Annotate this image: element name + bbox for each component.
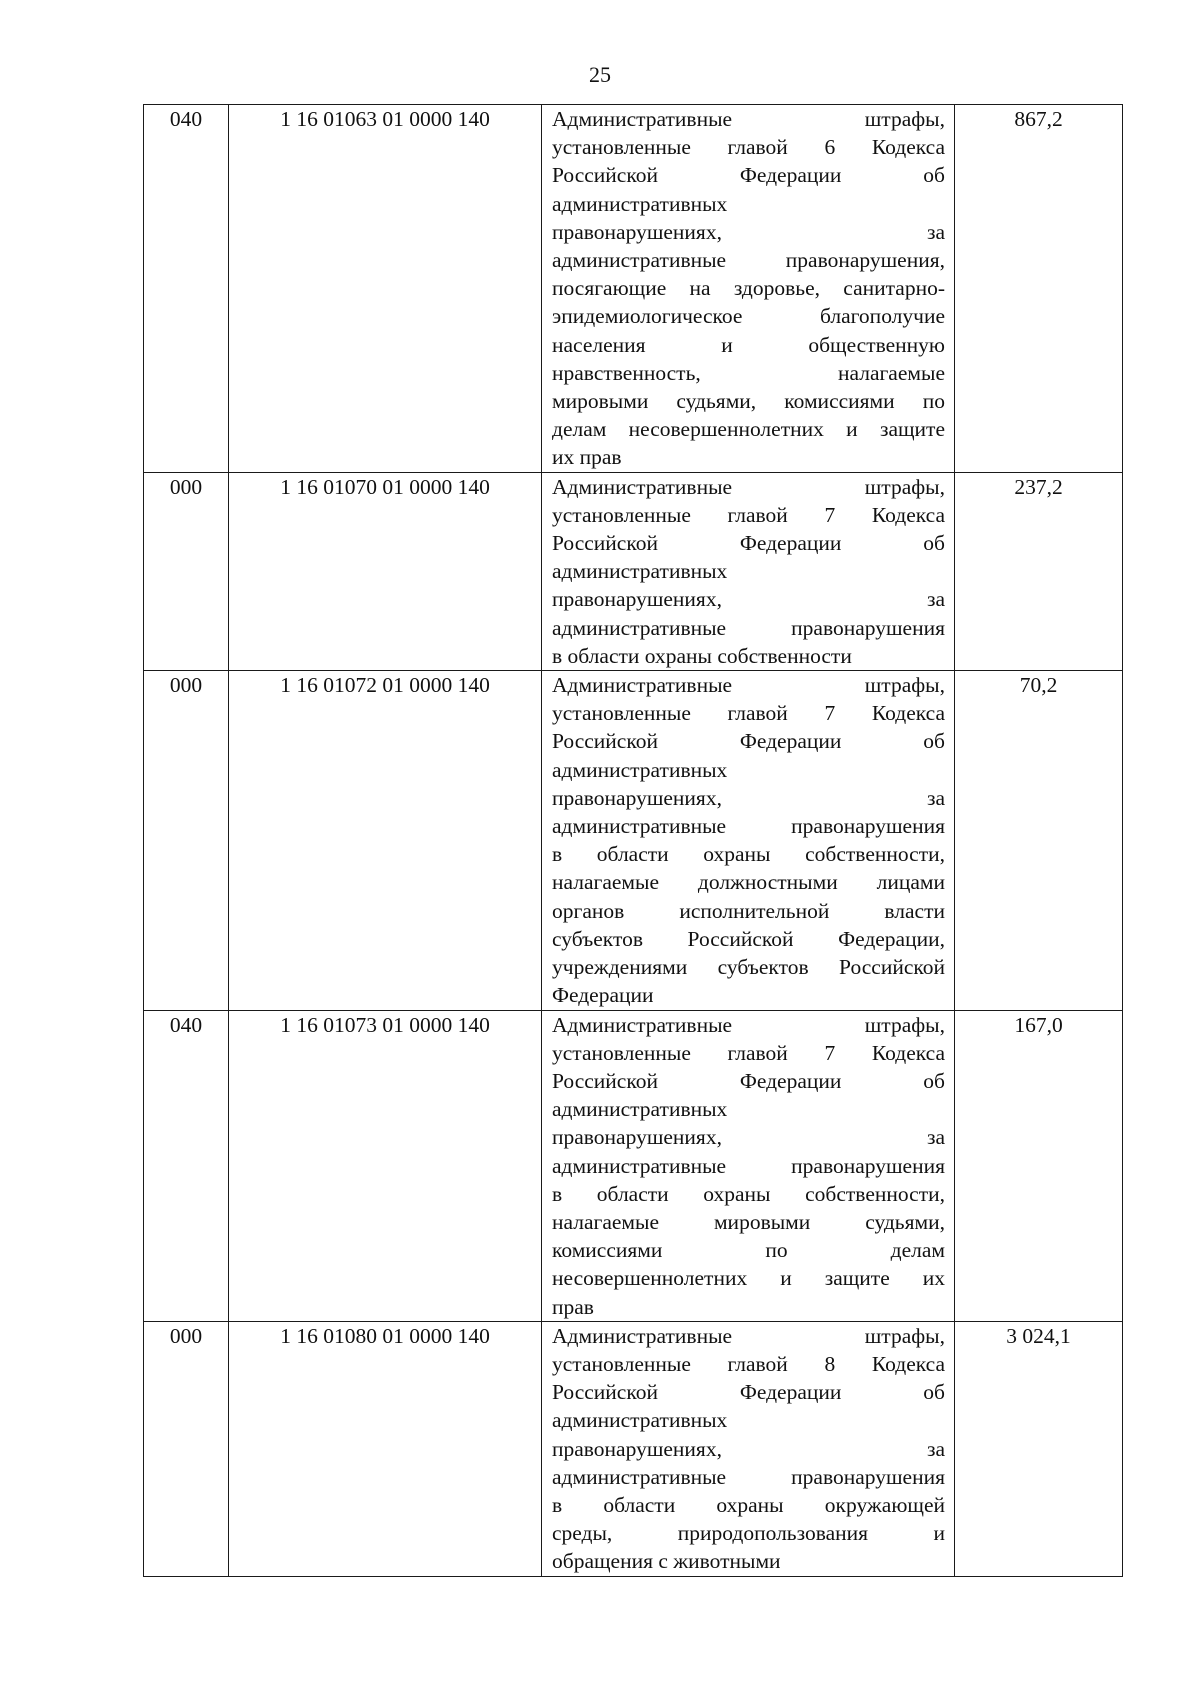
description-line: комиссиями по делам <box>552 1238 945 1263</box>
description-text <box>542 671 954 1009</box>
budget-code: 1 16 01070 01 0000 140 <box>280 474 490 499</box>
description-line: установленные главой 7 Кодекса <box>552 502 945 527</box>
description-line: налагаемые должностными лицами <box>552 870 945 895</box>
table-row <box>144 671 1123 1010</box>
description-line: несовершеннолетних и защите их <box>552 1266 945 1291</box>
description-line: административные правонарушения, <box>552 248 945 273</box>
description-line: административных <box>552 559 728 584</box>
amount-cell <box>955 671 1123 1010</box>
description-text <box>542 105 954 472</box>
description-line: административные правонарушения <box>552 615 945 640</box>
description-cell <box>542 472 955 670</box>
budget-code-cell <box>229 671 542 1010</box>
amount-cell <box>955 105 1123 473</box>
admin-code-cell <box>144 1010 229 1321</box>
amount: 3 024,1 <box>1006 1323 1071 1348</box>
description-line: Российской Федерации об <box>552 163 945 188</box>
admin-code: 000 <box>169 1323 203 1348</box>
admin-code: 000 <box>169 673 203 698</box>
description-cell <box>542 671 955 1010</box>
description-line: административных <box>552 757 728 782</box>
description-line: Административные штрафы, <box>552 1323 945 1348</box>
budget-code: 1 16 01072 01 0000 140 <box>280 673 490 698</box>
description-line: учреждениями субъектов Российской <box>552 955 945 980</box>
admin-code: 000 <box>169 474 203 499</box>
description-line: правонарушениях, за <box>552 219 945 244</box>
description-line: в области охраны собственности <box>552 643 852 668</box>
description-text <box>542 1011 954 1321</box>
description-line: Российской Федерации об <box>552 1068 945 1093</box>
description-line: установленные главой 7 Кодекса <box>552 701 945 726</box>
description-line: их прав <box>552 445 622 470</box>
description-line: в области охраны собственности, <box>552 1181 945 1206</box>
table-row <box>144 1321 1123 1576</box>
admin-code-cell <box>144 671 229 1010</box>
description-line: административные правонарушения <box>552 1153 945 1178</box>
table-row <box>144 105 1123 473</box>
budget-code-cell <box>229 105 542 473</box>
description-line: Российской Федерации об <box>552 531 945 556</box>
description-line: административные правонарушения <box>552 814 945 839</box>
admin-code: 040 <box>169 107 203 131</box>
description-line: посягающие на здоровье, санитарно- <box>552 276 945 301</box>
page-number: 25 <box>589 62 611 87</box>
description-line: административных <box>552 1097 728 1122</box>
budget-code-cell <box>229 1321 542 1576</box>
admin-code-cell <box>144 105 229 473</box>
description-line: делам несовершеннолетних и защите <box>552 417 945 442</box>
description-line: органов исполнительной власти <box>552 898 945 923</box>
description-line: административные правонарушения <box>552 1464 945 1489</box>
description-line: Административные штрафы, <box>552 1012 945 1037</box>
amount: 70,2 <box>1019 673 1058 698</box>
amount-cell <box>955 1010 1123 1321</box>
description-line: нравственность, налагаемые <box>552 360 945 385</box>
description-line: эпидемиологическое благополучие <box>552 304 945 329</box>
description-line: Административные штрафы, <box>552 673 945 698</box>
budget-code-cell <box>229 1010 542 1321</box>
description-line: Российской Федерации об <box>552 729 945 754</box>
budget-revenue-table <box>143 104 1123 1577</box>
description-line: мировыми судьями, комиссиями по <box>552 389 945 414</box>
amount-cell <box>955 472 1123 670</box>
description-line: административных <box>552 191 728 216</box>
description-line: правонарушениях, за <box>552 587 945 612</box>
admin-code-cell <box>144 472 229 670</box>
description-line: Административные штрафы, <box>552 107 945 131</box>
description-line: налагаемые мировыми судьями, <box>552 1209 945 1234</box>
budget-code: 1 16 01073 01 0000 140 <box>280 1012 490 1037</box>
description-line: правонарушениях, за <box>552 1436 945 1461</box>
description-line: Административные штрафы, <box>552 474 945 499</box>
description-line: в области охраны окружающей <box>552 1492 945 1517</box>
description-line: среды, природопользования и <box>552 1521 945 1546</box>
table-row <box>144 472 1123 670</box>
amount: 167,0 <box>1014 1012 1063 1037</box>
budget-code-cell <box>229 472 542 670</box>
description-text <box>542 473 954 670</box>
amount: 867,2 <box>1014 107 1063 131</box>
description-cell <box>542 105 955 473</box>
table-row <box>144 1010 1123 1321</box>
description-line: правонарушениях, за <box>552 785 945 810</box>
description-cell <box>542 1010 955 1321</box>
description-line: установленные главой 8 Кодекса <box>552 1351 945 1376</box>
amount-cell <box>955 1321 1123 1576</box>
admin-code-cell <box>144 1321 229 1576</box>
description-line: Федерации <box>552 983 654 1008</box>
description-line: Российской Федерации об <box>552 1380 945 1405</box>
table-body <box>144 105 1123 1577</box>
description-line: обращения с животными <box>552 1549 781 1574</box>
description-line: населения и общественную <box>552 332 945 357</box>
description-cell <box>542 1321 955 1576</box>
description-line: правонарушениях, за <box>552 1125 945 1150</box>
amount: 237,2 <box>1014 474 1063 499</box>
budget-code: 1 16 01063 01 0000 140 <box>280 107 490 131</box>
description-line: установленные главой 6 Кодекса <box>552 135 945 160</box>
admin-code: 040 <box>169 1012 203 1037</box>
description-line: прав <box>552 1294 594 1319</box>
description-line: в области охраны собственности, <box>552 842 945 867</box>
description-text <box>542 1322 954 1576</box>
budget-code: 1 16 01080 01 0000 140 <box>280 1323 490 1348</box>
description-line: субъектов Российской Федерации, <box>552 926 945 951</box>
description-line: установленные главой 7 Кодекса <box>552 1040 945 1065</box>
description-line: административных <box>552 1408 728 1433</box>
